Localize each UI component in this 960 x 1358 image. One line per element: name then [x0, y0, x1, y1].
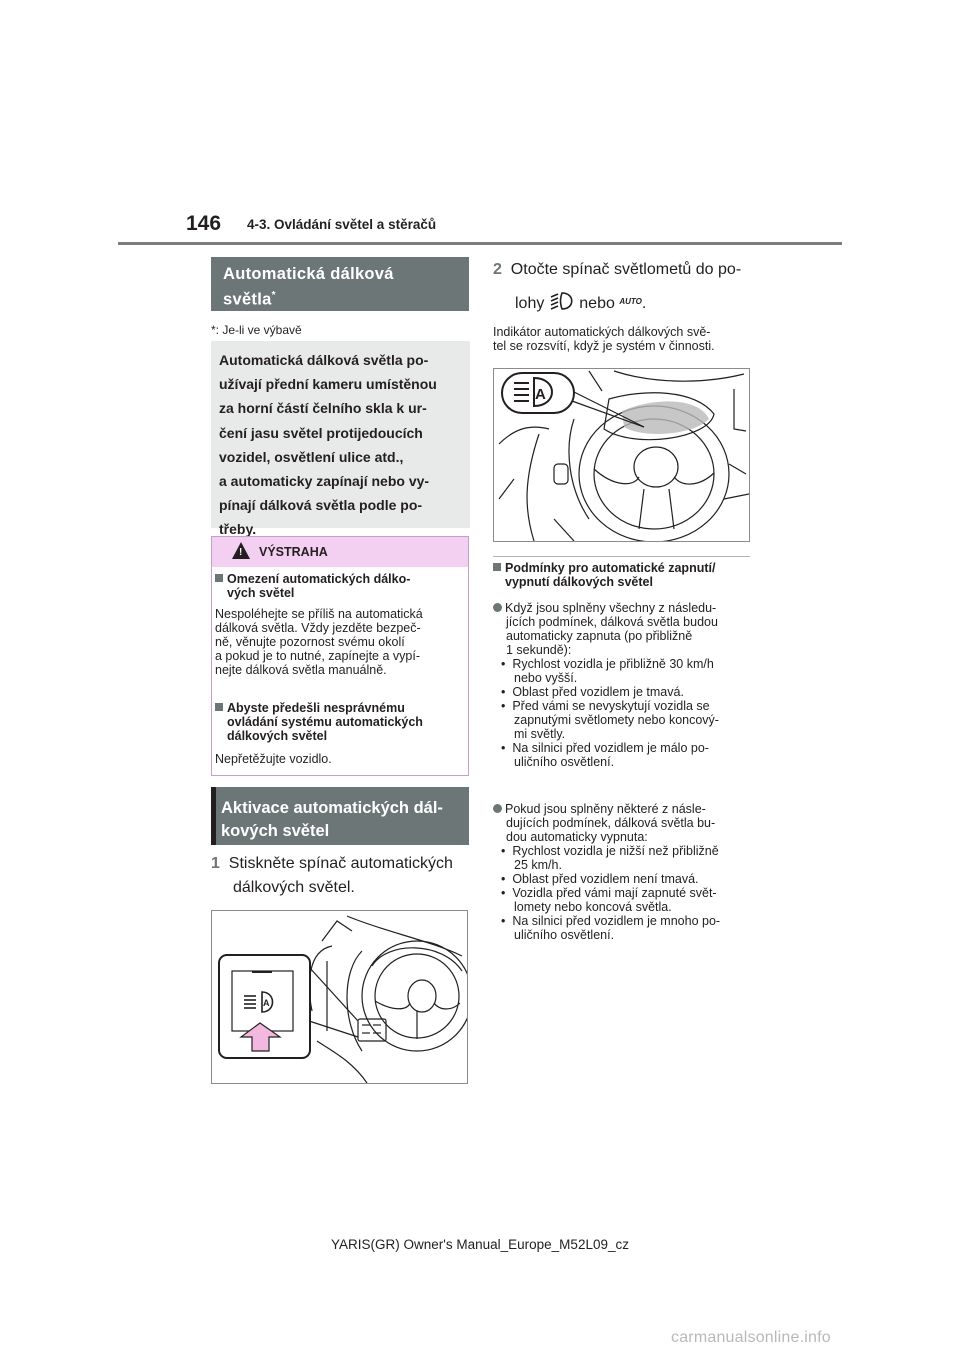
illustration-indicator	[493, 368, 750, 542]
auto-icon: AUTO	[619, 297, 642, 306]
svg-text:A: A	[263, 998, 270, 1008]
warning-text-1: Nespoléhejte se příliš na automatická dálková světla. Vždy jezděte bezpeč- ně, věnujte pozornost svému okolí a pokud je to nutné, zapínejte a vypí- nejte dálková světla manuálně.	[215, 607, 423, 677]
list-item: • Rychlost vozidla je nižší než přibližně 25 km/h.	[501, 844, 719, 872]
section-title: 4-3. Ovládání světel a stěračů	[247, 217, 437, 232]
illustration-switch	[211, 910, 468, 1084]
circle-bullet-icon	[493, 804, 502, 813]
intro-line: užívají přední kameru umístěnou	[219, 376, 437, 393]
header-rule	[118, 242, 842, 245]
intro-line: Automatická dálková světla po-	[219, 352, 429, 368]
square-bullet-icon	[215, 703, 223, 711]
list-item: • Na silnici před vozidlem je mnoho po- uličního osvětlení.	[501, 914, 721, 942]
svg-text:A: A	[535, 386, 546, 403]
warning-title-bar	[212, 537, 468, 567]
list-item: • Oblast před vozidlem je tmavá.	[501, 685, 684, 699]
watermark: carmanualsonline.info	[671, 1329, 831, 1346]
warning-title: VÝSTRAHA	[259, 545, 328, 559]
intro-line: a automaticky zapínají nebo vy-	[219, 473, 430, 490]
heading-line-2: světla	[223, 290, 272, 309]
list-item: • Rychlost vozidla je přibližně 30 km/h nebo vyšší.	[501, 657, 714, 685]
list-item: • Na silnici před vozidlem je málo po- uličního osvětlení.	[501, 741, 709, 769]
step-2: 2 Otočte spínač světlometů do po- lohy nebo $^{AUTO}$.	[493, 261, 742, 312]
intro-box	[211, 341, 470, 538]
conditions-on-block: Když jsou splněny všechny z následu- jících podmínek, dálková světla budou automaticky zapnuta (po přibližně 1 sekundě): • Rychlost vozidla je přibližně 30 km/h nebo vyšší. • Oblast před vozidlem je tmavá. • Před vámi se nevyskytují vozidla se zapnutými světlomety nebo koncový- mi světly. • Na silnici před vozidlem je málo po- uličního osvětlení.	[493, 601, 755, 769]
warning-text-2: Nepřetěžujte vozidlo.	[215, 752, 332, 766]
intro-line: čení jasu světel protijedoucích	[219, 424, 423, 441]
square-bullet-icon	[493, 563, 501, 571]
heading-auto-high-beam	[211, 257, 469, 311]
list-item: • Před vámi se nevyskytují vozidla se zapnutými světlomety nebo koncový- mi světly.	[501, 699, 719, 741]
intro-line: vozidel, osvětlení ulice atd.,	[219, 448, 404, 465]
footer: YARIS(GR) Owner's Manual_Europe_M52L09_cz	[331, 1237, 629, 1252]
warning-icon-mark: !	[239, 547, 243, 558]
heading-activation: Aktivace automatických dál- kových světel	[211, 787, 469, 845]
footnote: *: Je-li ve výbavě	[211, 323, 302, 337]
step-number: 1	[211, 855, 220, 872]
conditions-heading: Podmínky pro automatické zapnutí/ vypnutí dálkových světel	[493, 561, 753, 589]
heading-line-1: Automatická dálková	[223, 265, 394, 283]
warning-subheading-2: Abyste předešli nesprávnému ovládání systému automatických dálkových světel	[215, 701, 423, 743]
step-number: 2	[493, 261, 502, 278]
heading-sup: *	[271, 290, 276, 301]
conditions-off-block: Pokud jsou splněny některé z násle- dujících podmínek, dálková světla bu- dou automaticky vypnuta: • Rychlost vozidla je nižší než přibližně 25 km/h. • Oblast před vozidlem není tmavá. • Vozidla před vámi mají zapnuté svět- lomety nebo koncová světla. • Na silnici před vozidlem je mnoho po- uličního osvětlení.	[493, 802, 755, 942]
instrument-cluster-illustration	[494, 369, 749, 541]
page-number: 146	[186, 212, 222, 235]
circle-bullet-icon	[493, 603, 502, 612]
divider	[493, 556, 750, 557]
step2-description: Indikátor automatických dálkových svě- tel se rozsvítí, když je systém v činnosti.	[493, 325, 715, 353]
square-bullet-icon	[215, 574, 223, 582]
headlight-icon	[549, 291, 575, 311]
warning-box	[211, 536, 469, 776]
intro-line: pínají dálková světla podle po-	[219, 497, 423, 514]
list-item: • Vozidla před vámi mají zapnuté svět- lomety nebo koncová světla.	[501, 886, 717, 914]
intro-line: za horní částí čelního skla k ur-	[219, 400, 427, 417]
warning-subheading-1: Omezení automatických dálko- vých světel	[215, 572, 410, 600]
intro-line: třeby.	[219, 521, 257, 538]
list-item: • Oblast před vozidlem není tmavá.	[501, 872, 699, 886]
step-1: 1 Stiskněte spínač automatických dálkových světel.	[211, 855, 453, 896]
dashboard-switch-illustration	[212, 911, 467, 1083]
